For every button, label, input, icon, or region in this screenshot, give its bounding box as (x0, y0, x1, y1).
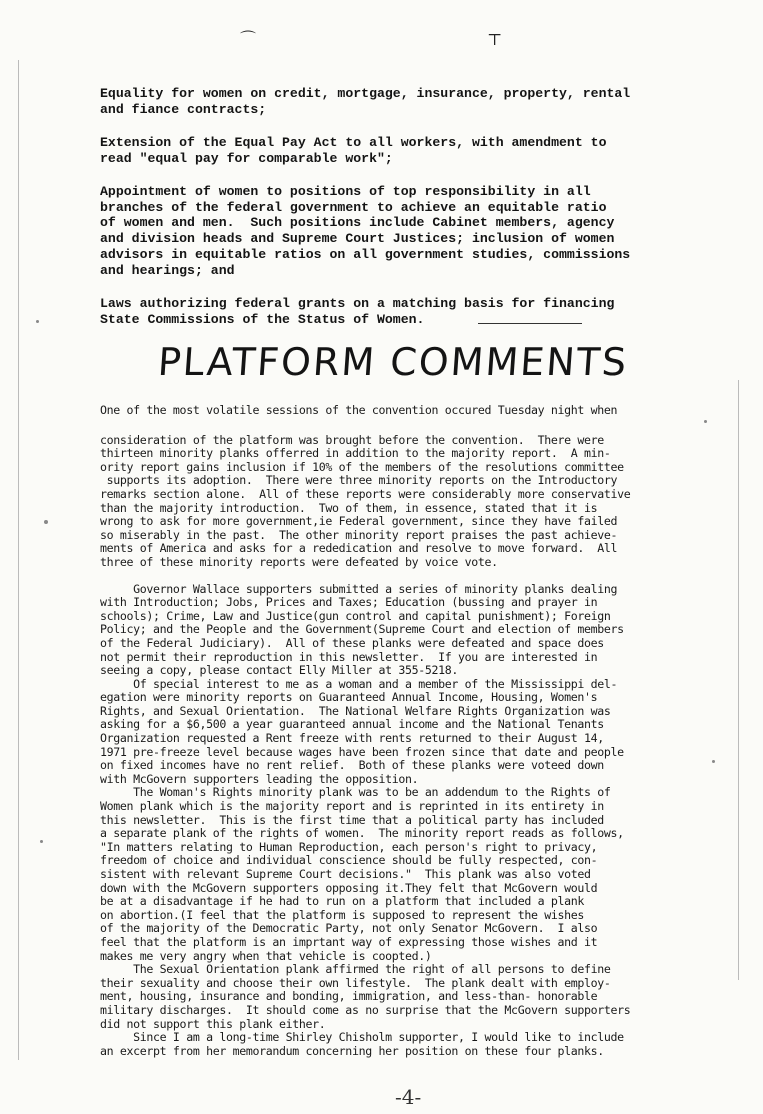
platform-comments-body (100, 404, 700, 1058)
plank-equality-credit: Equality for women on credit, mortgage, insurance, property, rental and fiance contracts; (100, 86, 631, 117)
scan-speck (36, 320, 39, 323)
scan-speck (704, 420, 707, 423)
platform-comments-heading: PLATFORM COMMENTS (156, 340, 630, 384)
comments-paragraph-minority-reports: consideration of the platform was brought before the convention. There were thirteen minority planks offerred in addition to the majority report. A min- ority report gains inclusion if 10% of the members of the resolutions committee supports its adoption. There were three minority reports on the Introductory remarks section alone. All of these reports were considerably more conservative than the majority introduction. Two of them, in essence, stated that it is wrong to ask for more government,ie Federal government, since they have failed so miserably in the past. The other minority report praises the past achieve- ments of America and asks for a rededication and resolve to move forward. All three of these minority reports were defeated by voice vote. (100, 432, 631, 569)
top-right-mark: ⊤ (487, 30, 503, 49)
scan-edge-right (738, 380, 739, 980)
plank-appointment-women: Appointment of women to positions of top responsibility in all branches of the federal government to achieve an equitable ratio of women and men. Such positions include Cabinet members, agency and division heads and Supreme Court Justices; inclusion of women advisors in equitable ratios on all government studies, commissions and hearings; and (100, 183, 631, 279)
page-number: -4- (395, 1085, 422, 1109)
plank-federal-grants: Laws authorizing federal grants on a matching basis for financing State Commissions of the Status of Women. (100, 296, 615, 327)
plank-equal-pay: Extension of the Equal Pay Act to all workers, with amendment to read "equal pay for comparable work"; (100, 134, 607, 166)
comments-intro-line: One of the most volatile sessions of the convention occured Tuesday night when (100, 403, 618, 417)
top-left-mark: ⌒ (240, 29, 257, 48)
handwritten-underline (478, 323, 582, 324)
scan-edge-left (18, 60, 19, 1060)
comments-paragraph-planks: Governor Wallace supporters submitted a series of minority planks dealing with Introduction; Jobs, Prices and Taxes; Education (bussing and prayer in schools); Crime, Law and Justice(gun control and capital punishment); Foreign Policy; and the People and the Government(Supreme Court and election of members of the Federal Judiciary). All of these planks were defeated and space does not permit their reproduction in this newsletter. If you are interested in seeing a copy, please contact Elly Miller at 355-5218. Of special interest to me as a woman and a member of the Mississippi del- egation were minority reports on Guaranteed Annual Income, Housing, Women's Rights, and Sexual Orientation. The National Welfare Rights Organization was asking for a $6,500 a year guaranteed annual income and the National Tenants Organization requested a Rent freeze with rents returned to their August 14, 1971 pre-freeze level because wages have been frozen since that date and people on fixed incomes have no rent relief. Both of these planks were voteed down with McGovern supporters leading the opposition. The Woman's Rights minority plank was to be an addendum to the Rights of Women plank which is the majority report and is reprinted in its entirety in this newsletter. This is the first time that a political party has included a separate plank of the rights of women. The minority report reads as follows, "In matters relating to Human Reproduction, each person's right to privacy, freedom of choice and individual conscience should be fully respected, con- sistent with relevant Supreme Court decisions." This plank was also voted down with the McGovern supporters opposing it.They felt that McGovern would be at a disadvantage if he had to run on a platform that included a plank on abortion.(I feel that the platform is supposed to represent the wishes of the majority of the Democratic Party, not only Senator McGovern. I also feel that the platform is an imprtant way of expressing those wishes and it makes me very angry when that vehicle is coopted.) The Sexual Orientation plank affirmed the right of all persons to define their sexuality and choose their own lifestyle. The plank dealt with employ- ment, housing, insurance and bonding, immigration, and less-than- honorable military discharges. It should come as no surprise that the McGovern supporters did not support this plank either. Since I am a long-time Shirley Chisholm supporter, I would like to include an excerpt from her memorandum concerning her position on these four planks. (100, 581, 631, 1058)
scan-speck (712, 760, 715, 763)
platform-planks-list (100, 86, 690, 345)
scan-speck (44, 520, 48, 524)
scan-speck (40, 840, 43, 843)
